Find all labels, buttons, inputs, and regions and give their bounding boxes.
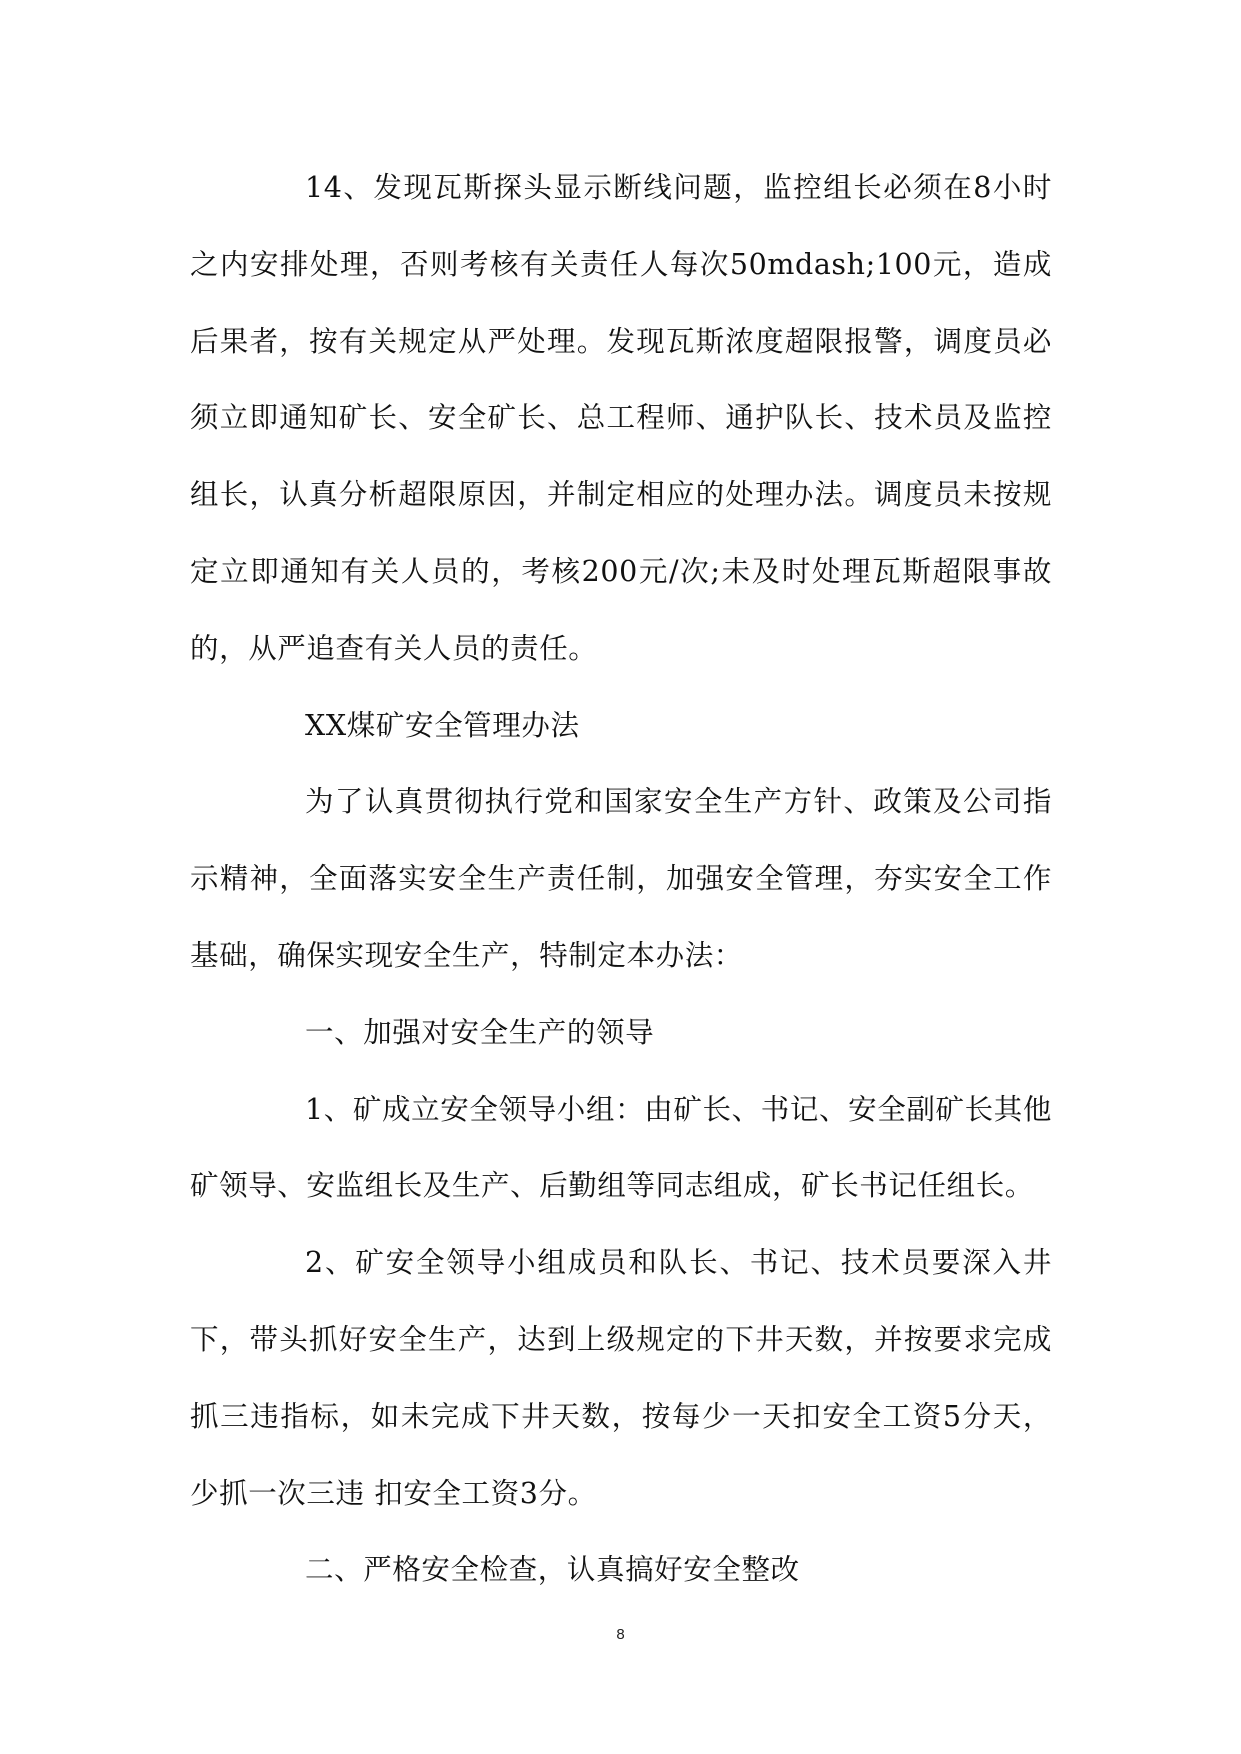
heading-safety-inspection: 二、严格安全检查，认真搞好安全整改 <box>305 1553 800 1587</box>
paragraph-item-2: 2、矿安全领导小组成员和队长、书记、技术员要深入井下，带头抓好安全生产，达到上级规定的下井天数，并按要求完成抓三违指标，如未完成下井天数，按每少一天扣安全工资5分天，少抓一次三违 扣安全工资3分。 <box>190 1246 1052 1510</box>
section-heading-coal-mine-safety: XX煤矿安全管理办法 <box>305 708 580 742</box>
paragraph-item-1: 1、矿成立安全领导小组：由矿长、书记、安全副矿长其他矿领导、安监组长及生产、后勤组等同志组成，矿长书记任组长。 <box>190 1092 1052 1203</box>
paragraph-gas-sensor-rule: 14、发现瓦斯探头显示断线问题，监控组长必须在8小时之内安排处理，否则考核有关责任人每次50mdash;100元，造成后果者，按有关规定从严处理。发现瓦斯浓度超限报警，调度员必须立即通知矿长、安全矿长、总工程师、通护队长、技术员及监控组长，认真分析超限原因，并制定相应的处理办法。调度员未按规定立即通知有关人员的，考核200元/次;未及时处理瓦斯超限事故的，从严追查有关人员的责任。 <box>190 171 1052 665</box>
document-body <box>190 150 1052 1609</box>
heading-leadership: 一、加强对安全生产的领导 <box>305 1015 655 1049</box>
page-number: 8 <box>616 1626 625 1643</box>
paragraph-preamble: 为了认真贯彻执行党和国家安全生产方针、政策及公司指示精神，全面落实安全生产责任制，加强安全管理，夯实安全工作基础，确保实现安全生产，特制定本办法： <box>190 785 1052 972</box>
